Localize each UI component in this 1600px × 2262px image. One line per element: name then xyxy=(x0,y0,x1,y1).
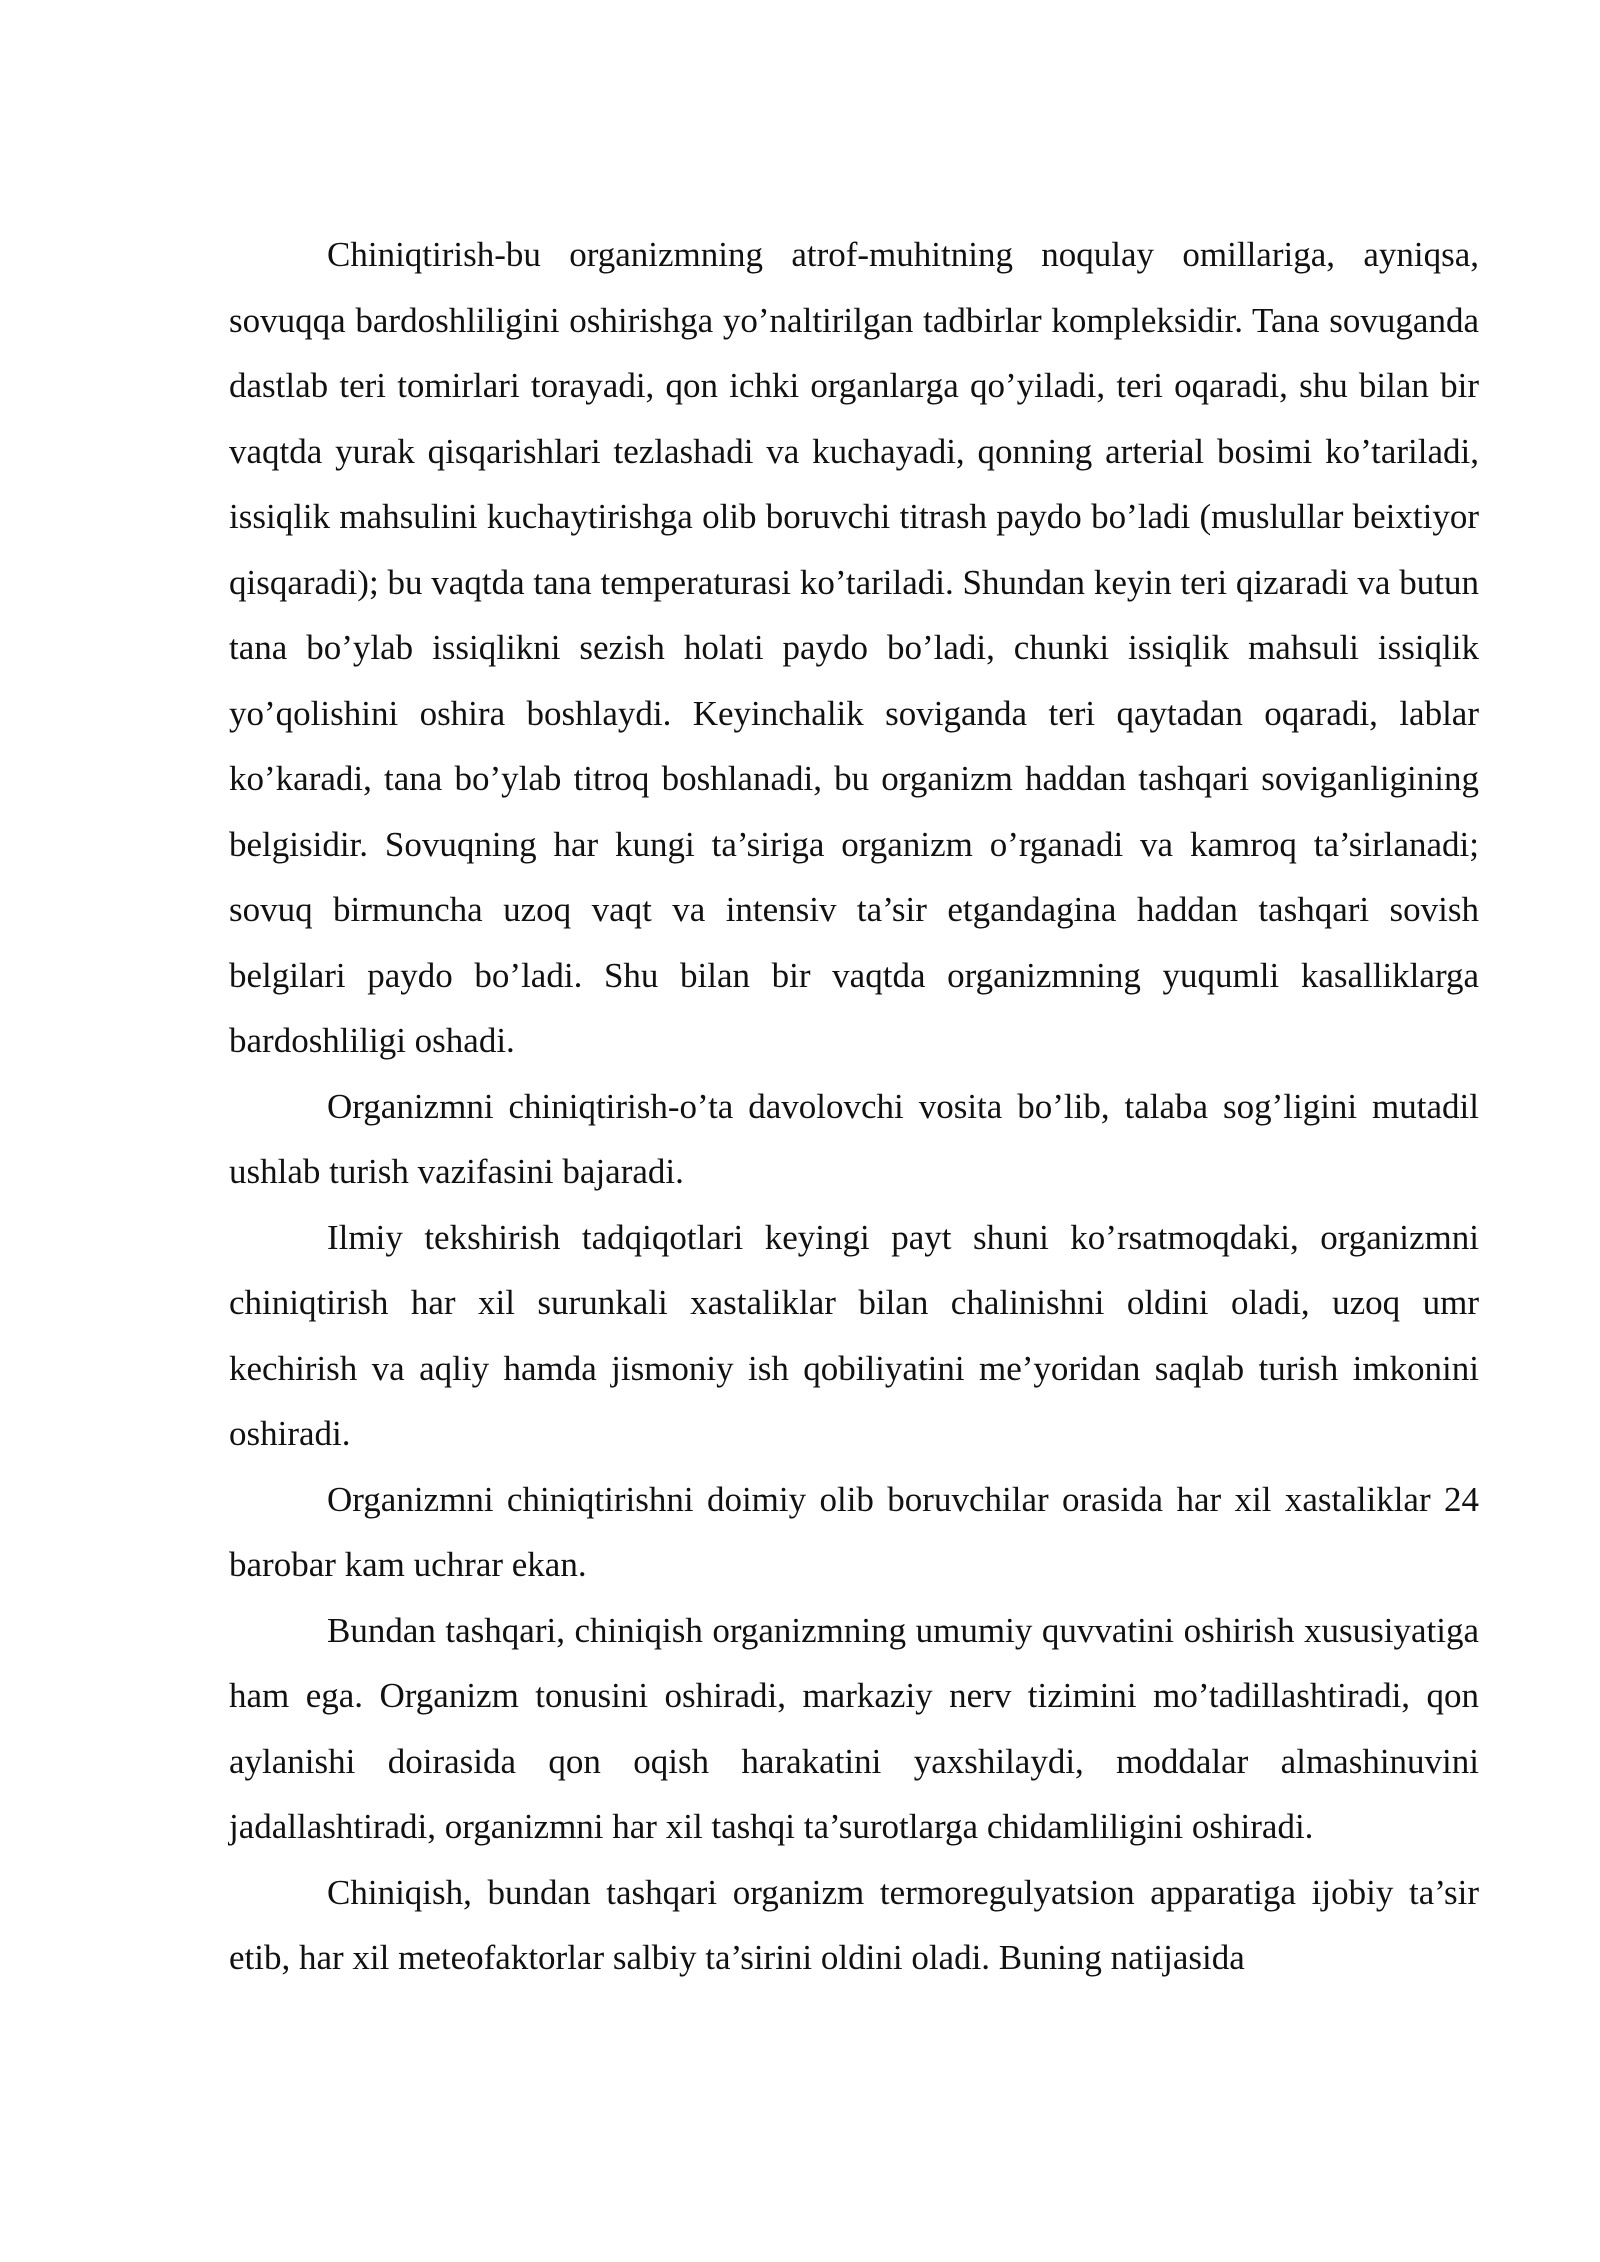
body-text xyxy=(229,222,1479,1991)
paragraph: Bundan tashqari, chiniqish organizmning umumiy quvvatini oshirish xususiyatiga ham ega. Organizm tonusini oshiradi, markaziy nerv tizimini mo’tadillashtiradi, qon aylanishi doirasida qon oqish harakatini yaxshilaydi, moddalar almashinuvini jadallashtiradi, organizmni har xil tashqi ta’surotlarga chidamliligini oshiradi. xyxy=(229,1610,1479,1846)
paragraph: Ilmiy tekshirish tadqiqotlari keyingi payt shuni ko’rsatmoqdaki, organizmni chiniqtirish har xil surunkali xastaliklar bilan chalinishni oldini oladi, uzoq umr kechirish va aqliy hamda jismoniy ish qobiliyatini me’yoridan saqlab turish imkonini oshiradi. xyxy=(229,1217,1479,1453)
paragraph: Organizmni chiniqtirish-o’ta davolovchi vosita bo’lib, talaba sog’ligini mutadil ushlab turish vazifasini bajaradi. xyxy=(229,1086,1479,1191)
paragraph: Chiniqtirish-bu organizmning atrof-muhitning noqulay omillariga, ayniqsa, sovuqqa bardoshliligini oshirishga yo’naltirilgan tadbirlar kompleksidir. Tana sovuganda dastlab teri tomirlari torayadi, qon ichki organlarga qo’yiladi, teri oqaradi, shu bilan bir vaqtda yurak qisqarishlari tezlashadi va kuchayadi, qonning arterial bosimi ko’tariladi, issiqlik mahsulini kuchaytirishga olib boruvchi titrash paydo bo’ladi (muslullar beixtiyor qisqaradi); bu vaqtda tana temperaturasi ko’tariladi. Shundan keyin teri qizaradi va butun tana bo’ylab issiqlikni sezish holati paydo bo’ladi, chunki issiqlik mahsuli issiqlik yo’qolishini oshira boshlaydi. Keyinchalik soviganda teri qaytadan oqaradi, lablar ko’karadi, tana bo’ylab titroq boshlanadi, bu organizm haddan tashqari soviganligining belgisidir. Sovuqning har kungi ta’siriga organizm o’rganadi va kamroq ta’sirlanadi; sovuq birmuncha uzoq vaqt va intensiv ta’sir etgandagina haddan tashqari sovish belgilari paydo bo’ladi. Shu bilan bir vaqtda organizmning yuqumli kasalliklarga bardoshliligi oshadi. xyxy=(229,235,1479,1060)
paragraph: Organizmni chiniqtirishni doimiy olib boruvchilar orasida har xil xastaliklar 24 barobar kam uchrar ekan. xyxy=(229,1479,1479,1584)
paragraph: Chiniqish, bundan tashqari organizm termoregulyatsion apparatiga ijobiy ta’sir etib, har xil meteofaktorlar salbiy ta’sirini oldini oladi. Buning natijasida xyxy=(229,1872,1479,1977)
